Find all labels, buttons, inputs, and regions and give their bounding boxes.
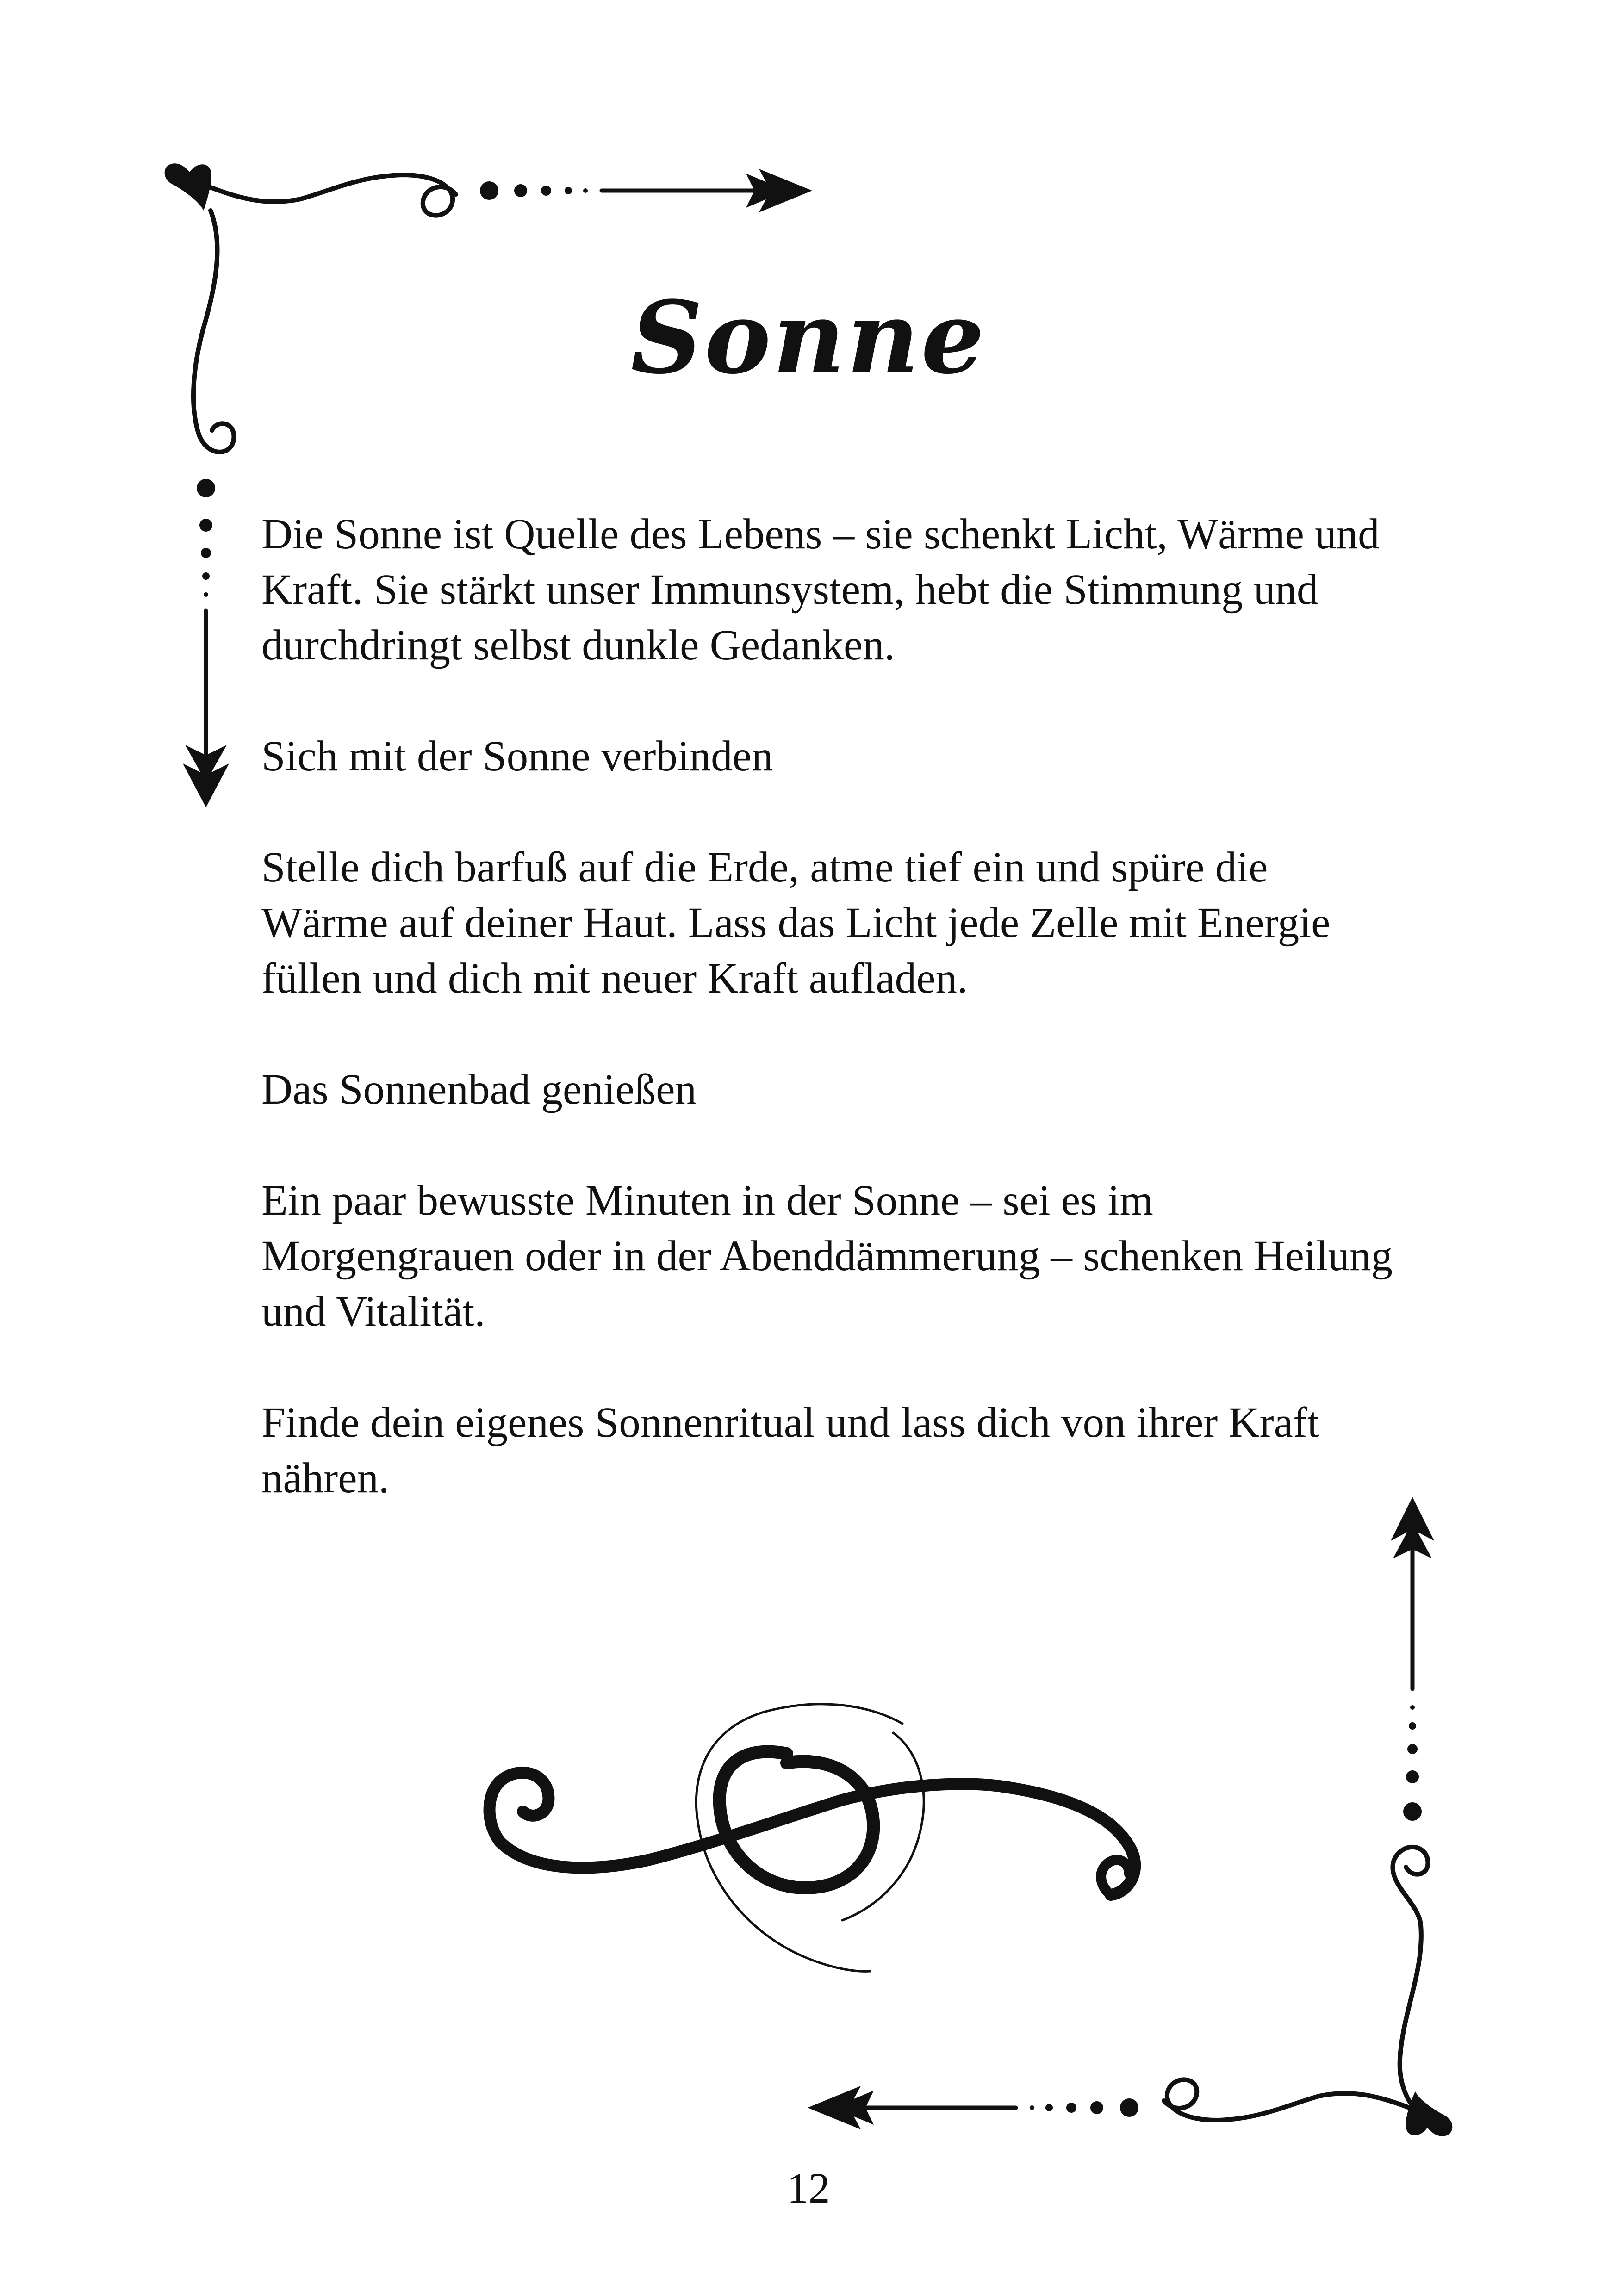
ornament-dot (1407, 1744, 1418, 1754)
page-title: Sonne (630, 279, 987, 396)
ornament-dot (202, 572, 210, 580)
ornament-dot (1410, 1705, 1415, 1710)
body-text (261, 507, 1400, 1562)
ornament-dot (199, 519, 212, 532)
ornament-dot (1406, 1770, 1419, 1783)
sunbath-paragraph: Ein paar bewusste Minuten in der Sonne – sei es im Morgengrauen oder in der Abenddämmerung – schenken Heilung und Vitalität. (261, 1177, 1393, 1335)
ornament-dot (1066, 2103, 1076, 2113)
ornament-dot (1120, 2098, 1138, 2117)
ornament-dot (1409, 1722, 1416, 1730)
section-heading-sunbath: Das Sonnenbad genießen (261, 1066, 697, 1113)
heart-icon (165, 163, 211, 211)
heart-icon (1406, 2091, 1453, 2136)
closing-paragraph: Finde dein eigenes Sonnenritual und lass dich von ihrer Kraft nähren. (261, 1399, 1319, 1502)
ornament-dot (514, 184, 527, 197)
ornament-dot (1090, 2101, 1103, 2114)
ornament-dot (204, 592, 208, 597)
intro-paragraph: Die Sonne ist Quelle des Lebens – sie schenkt Licht, Wärme und Kraft. Sie stärkt unser Immunsystem, hebt die Stimmung und durchdringt selbst dunkle Gedanken. (261, 510, 1380, 669)
ornament-dot (197, 479, 215, 497)
ornament-dot (583, 188, 588, 193)
bottom-right-corner-ornament (808, 1497, 1452, 2136)
ornament-dot (201, 548, 211, 558)
ornament-dot (565, 187, 572, 194)
connect-paragraph: Stelle dich barfuß auf die Erde, atme tief ein und spüre die Wärme auf deiner Haut. Lass das Licht jede Zelle mit Energie füllen und dich mit neuer Kraft aufladen. (261, 844, 1331, 1002)
center-swirl-flourish (490, 1704, 1135, 1971)
ornament-dot (1045, 2104, 1053, 2111)
section-heading-connect: Sich mit der Sonne verbinden (261, 732, 773, 780)
ornament-dot (541, 186, 551, 196)
ornament-dot (1030, 2105, 1034, 2110)
page-number: 12 (787, 2165, 830, 2212)
ornament-dot (1403, 1802, 1422, 1821)
ornament-dot (480, 181, 498, 200)
